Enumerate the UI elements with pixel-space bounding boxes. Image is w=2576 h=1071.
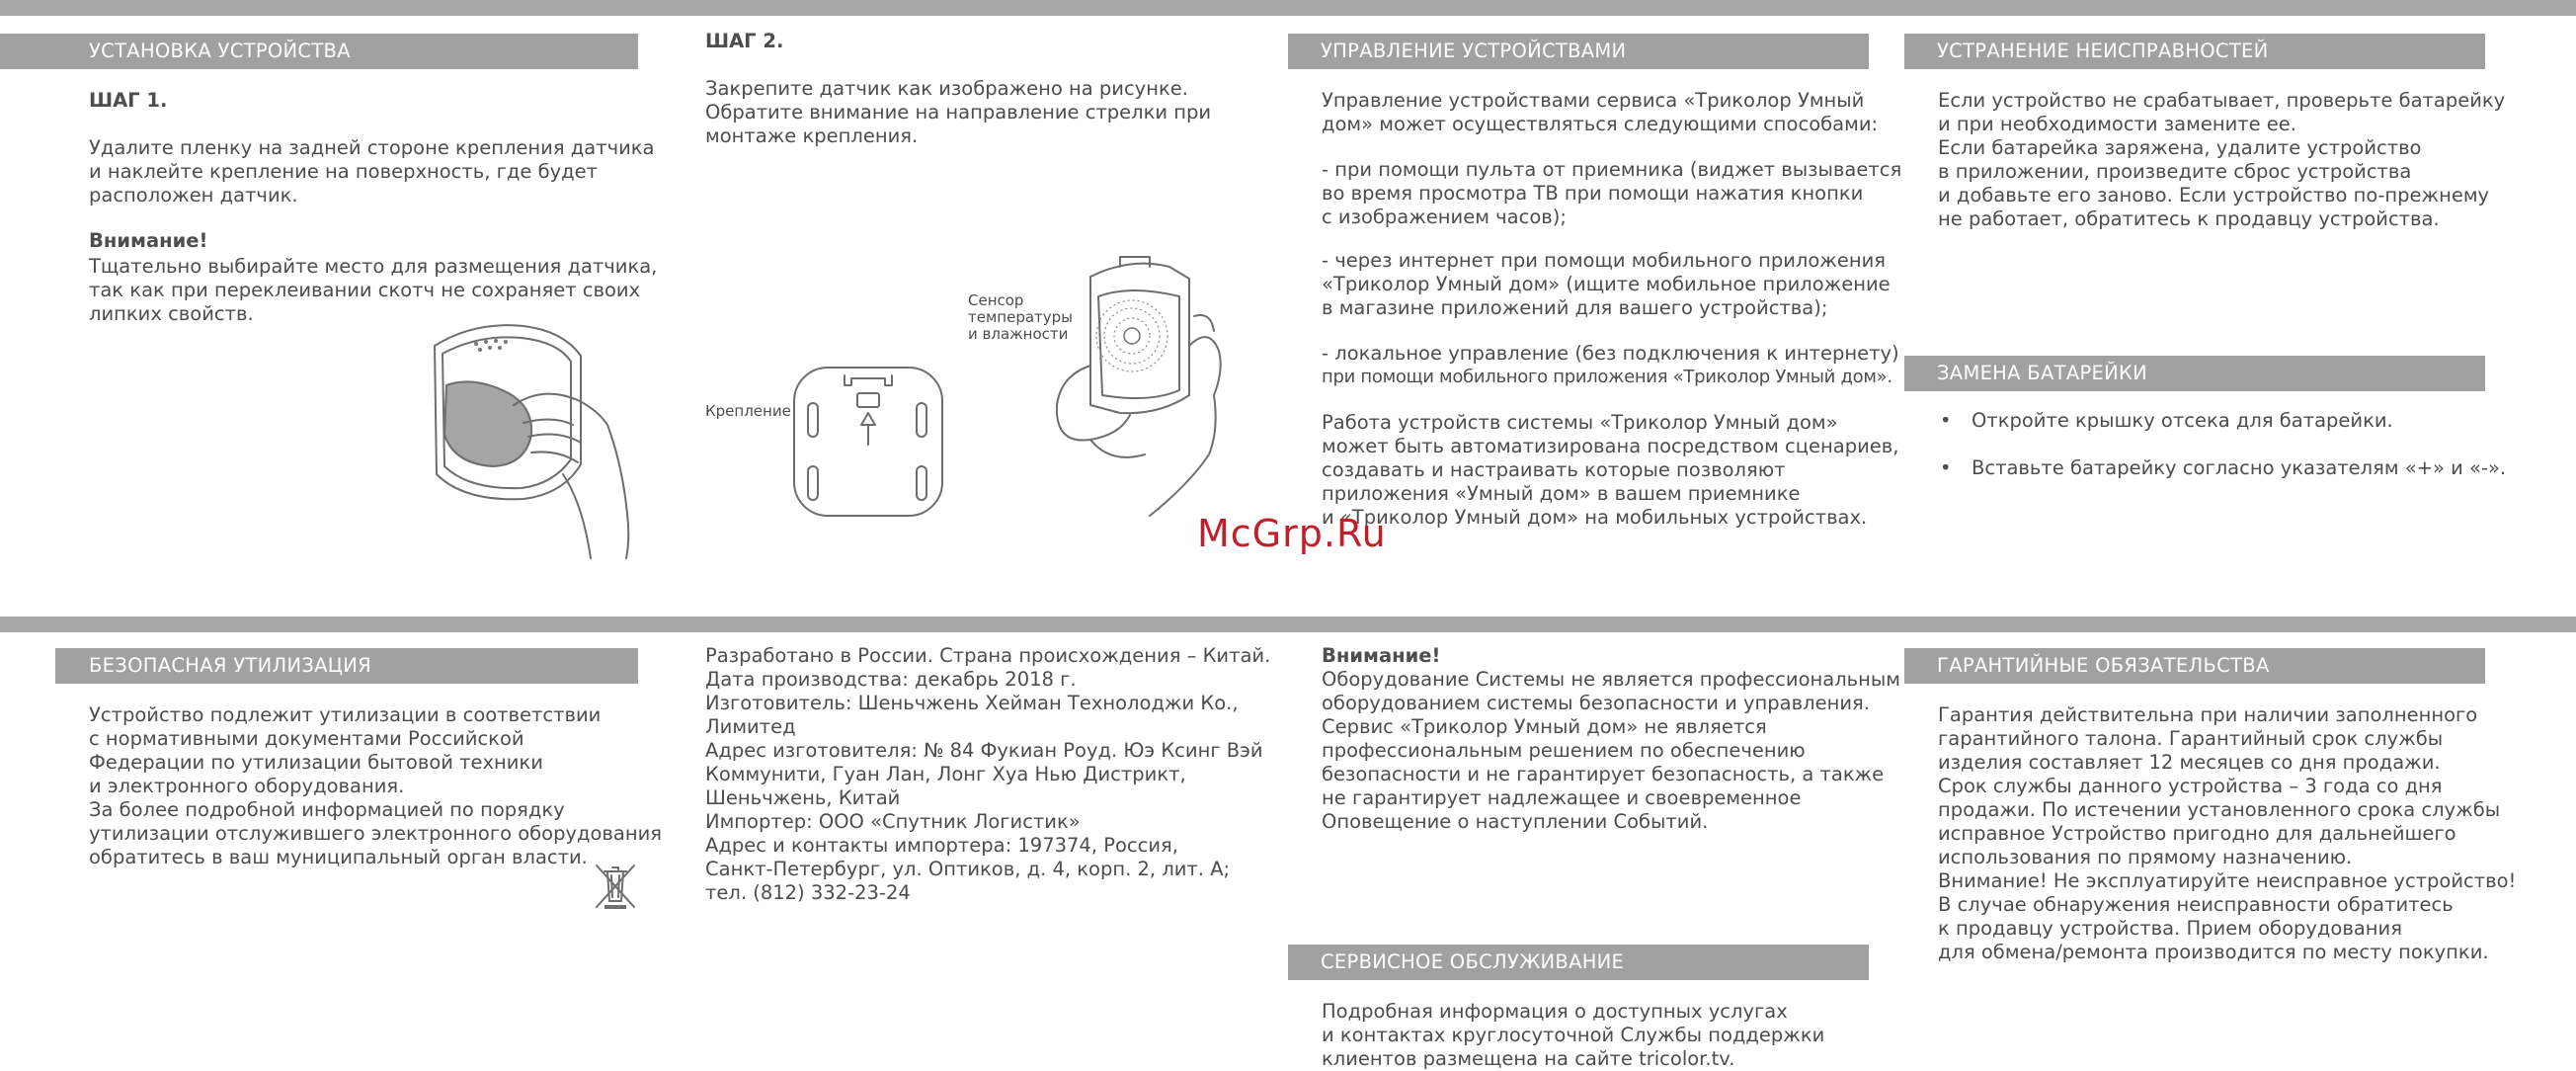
- mount-plate-illustration: [790, 364, 948, 522]
- control-p3: - через интернет при помощи мобильного приложения «Триколор Умный дом» (ищите мобильное приложение в магазине приложений для вашего устройства);: [1322, 249, 1891, 319]
- troubleshooting-header: УСТРАНЕНИЕ НЕИСПРАВНОСТЕЙ: [1904, 34, 2485, 69]
- control-p1: Управление устройствами сервиса «Триколор Умный дом» может осуществляться следующими способами:: [1322, 89, 1879, 135]
- warranty-header: ГАРАНТИЙНЫЕ ОБЯЗАТЕЛЬСТВА: [1904, 648, 2485, 684]
- installation-header: УСТАНОВКА УСТРОЙСТВА: [0, 34, 638, 69]
- service-text: Подробная информация о доступных услугах и контактах круглосуточной Службы поддержки клиентов размещена на сайте tricolor.tv.: [1322, 1000, 1825, 1070]
- control-p5: Работа устройств системы «Триколор Умный дом» может быть автоматизирована посредством сценариев, создавать и настраивать которые позволяют приложения «Умный дом» в вашем приемнике и «Триколор Умный дом» на мобильных устройствах.: [1322, 411, 1899, 529]
- battery-step-2: • Вставьте батарейку согласно указателям «+» и «-».: [1938, 456, 2506, 480]
- manufacturer-text: Разработано в России. Страна происхождения – Китай. Дата производства: декабрь 2018 г. Изготовитель: Шеньчжень Хейман Технолоджи Ко., Лимитед Адрес изготовителя: № 84 Фукиан Роуд. Юэ Ксинг Вэй Коммунити, Гуан Лан, Лонг Хуа Нью Дистрикт, Шеньчжень, Китай Импортер: ООО «Спутник Логистик» Адрес и контакты импортера: 197374, Россия, Санкт-Петербург, ул. Оптиков, д. 4, корп. 2, лит. А; тел. (812) 332-23-24: [705, 644, 1271, 904]
- control-p4b: при помощи мобильного приложения «Триколор Умный дом».: [1322, 367, 1892, 387]
- step1-text: Удалите пленку на задней стороне крепления датчика и наклейте крепление на поверхность, где будет расположен датчик.: [89, 136, 655, 206]
- warning-title: Внимание!: [89, 229, 208, 252]
- hand-sensor-illustration: [1051, 257, 1248, 524]
- battery-list: [1938, 409, 2506, 504]
- middle-band: [0, 617, 2576, 632]
- peel-film-illustration: [415, 316, 642, 558]
- step2-text: Закрепите датчик как изображено на рисунке. Обратите внимание на направление стрелки при монтаже крепления.: [705, 77, 1212, 147]
- service-header: СЕРВИСНОЕ ОБСЛУЖИВАНИЕ: [1288, 945, 1869, 980]
- crossed-bin-icon: [593, 862, 638, 911]
- step1-title: ШАГ 1.: [89, 89, 168, 112]
- watermark: McGrp.Ru: [1197, 512, 1387, 555]
- notice-title: Внимание!: [1322, 644, 1441, 667]
- mount-label: Крепление: [705, 402, 791, 420]
- control-header: УПРАВЛЕНИЕ УСТРОЙСТВАМИ: [1288, 34, 1869, 69]
- battery-header: ЗАМЕНА БАТАРЕЙКИ: [1904, 356, 2485, 391]
- step2-title: ШАГ 2.: [705, 30, 784, 52]
- top-band: [0, 0, 2576, 16]
- sensor-label: Сенсор температуры и влажности: [968, 291, 1074, 343]
- battery-step-1: • Откройте крышку отсека для батарейки.: [1938, 409, 2506, 433]
- warning-text: Тщательно выбирайте место для размещения датчика, так как при переклеивании скотч не сохраняет своих липких свойств.: [89, 255, 658, 325]
- warranty-text: Гарантия действительна при наличии заполненного гарантийного талона. Гарантийный срок службы изделия составляет 12 месяцев со дня продажи. Срок службы данного устройства – 3 года со дня продажи. По истечении установленного срока службы исправное Устройство пригодно для дальнейшего использования по прямому назначению. Внимание! Не эксплуатируйте неисправное устройство! В случае обнаружения неисправности обратитесь к продавцу устройства. Прием оборудования для обмена/ремонта производится по месту покупки.: [1938, 703, 2517, 963]
- control-p2: - при помощи пульта от приемника (виджет вызывается во время просмотра ТВ при помощи нажатия кнопки с изображением часов);: [1322, 158, 1902, 228]
- troubleshooting-text: Если устройство не срабатывает, проверьте батарейку и при необходимости замените ее. Если батарейка заряжена, удалите устройство в приложении, произведите сброс устройства и добавьте его заново. Если устройство по-прежнему не работает, обратитесь к продавцу устройства.: [1938, 89, 2506, 230]
- disposal-text: Устройство подлежит утилизации в соответствии с нормативными документами Российской Федерации по утилизации бытовой техники и электронного оборудования. За более подробной информацией по порядку утилизации отслужившего электронного оборудования обратитесь в ваш муниципальный орган власти.: [89, 703, 663, 868]
- disposal-header: БЕЗОПАСНАЯ УТИЛИЗАЦИЯ: [55, 648, 638, 684]
- notice-text: Оборудование Системы не является профессиональным оборудованием системы безопасности и управления. Сервис «Триколор Умный дом» не является профессиональным решением по обеспечению безопасности и не гарантирует безопасность, а также не гарантирует надлежащее и своевременное Оповещение о наступлении Событий.: [1322, 668, 1901, 833]
- control-p4a: - локальное управление (без подключения к интернету): [1322, 342, 1899, 365]
